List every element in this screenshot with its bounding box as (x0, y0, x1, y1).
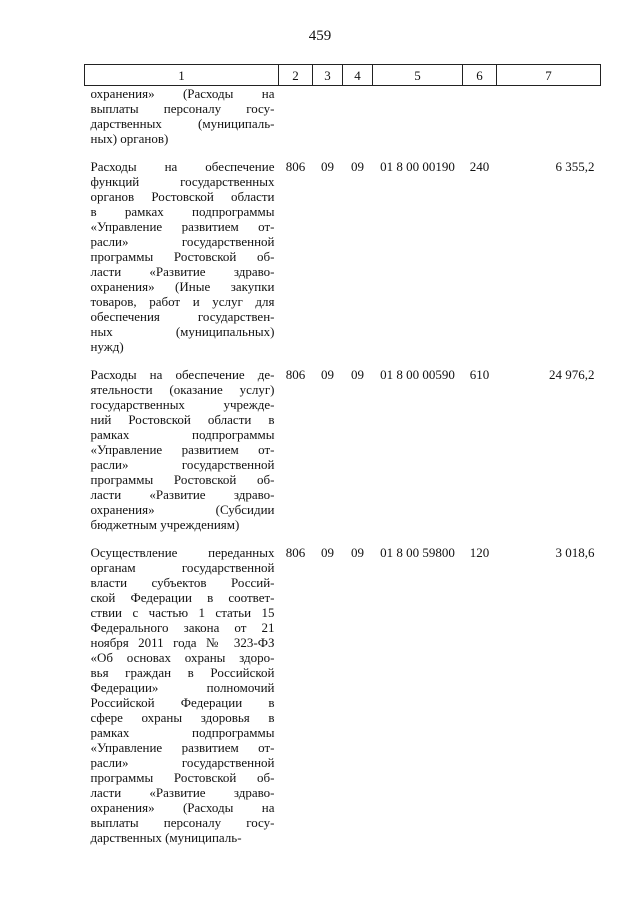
description-line: «Управление развитием от- (90, 740, 275, 755)
description-line: Федерации» полномочий (90, 680, 275, 695)
description-line: ний Ростовской области в (90, 412, 275, 427)
admin-code-cell: 806 (285, 367, 306, 382)
table-row (85, 86, 601, 160)
table-row (85, 159, 601, 367)
description-line: дарственных (муниципаль- (90, 830, 242, 845)
description-line: охранения» (Субсидии (90, 502, 275, 517)
target-article-cell: 01 8 00 00590 (380, 367, 455, 382)
table-row (85, 545, 601, 858)
description-line: программы Ростовской об- (90, 770, 275, 785)
description-line: бюджетным учреждениям) (90, 517, 240, 532)
description-line: выплаты персоналу госу- (90, 815, 275, 830)
description-line: ской Федерации в соответ- (90, 590, 275, 605)
expense-type-cell (463, 86, 497, 160)
description-line: Российской Федерации в (90, 695, 275, 710)
amount-cell: 24 976,2 (549, 367, 595, 382)
expense-type-cell: 610 (469, 367, 490, 382)
admin-code-cell (279, 86, 313, 160)
description-line: «Управление развитием от- (90, 442, 275, 457)
description-line: органам государственной (90, 560, 275, 575)
description-line: расли» государственной (90, 755, 275, 770)
target-article-cell (373, 86, 463, 160)
admin-code-cell: 806 (285, 159, 306, 174)
description-line: расли» государственной (90, 457, 275, 472)
description-line: органов Ростовской области (90, 189, 275, 204)
amount-cell (497, 86, 601, 160)
description-line: ных) органов) (90, 131, 169, 146)
description-line: власти субъектов Россий- (90, 575, 275, 590)
description-line: рамках подпрограммы (90, 427, 275, 442)
description-line: ноября 2011 года № 323-ФЗ (90, 635, 275, 650)
description-line: рамках подпрограммы (90, 725, 275, 740)
admin-code-cell: 806 (285, 545, 306, 560)
description-line: сфере охраны здоровья в (90, 710, 275, 725)
header-col-5: 5 (373, 65, 463, 86)
description-cell (85, 86, 279, 160)
description-line: программы Ростовской об- (90, 472, 275, 487)
description-line: ласти «Развитие здраво- (90, 785, 275, 800)
header-col-6: 6 (463, 65, 497, 86)
header-col-4: 4 (343, 65, 373, 86)
description-line: программы Ростовской об- (90, 249, 275, 264)
description-line: ствии с частью 1 статьи 15 (90, 605, 275, 620)
description-line: «Управление развитием от- (90, 219, 275, 234)
amount-cell: 3 018,6 (555, 545, 595, 560)
description-cell (85, 159, 279, 367)
expense-type-cell: 120 (469, 545, 490, 560)
table-row (85, 367, 601, 545)
description-line: государственных учрежде- (90, 397, 275, 412)
description-line: охранения» (Иные закупки (90, 279, 275, 294)
description-line: ласти «Развитие здраво- (90, 487, 275, 502)
header-col-3: 3 (313, 65, 343, 86)
target-article-cell: 01 8 00 59800 (380, 545, 455, 560)
section-cell: 09 (321, 367, 334, 382)
description-line: охранения» (Расходы на (90, 800, 275, 815)
description-line: в рамках подпрограммы (90, 204, 275, 219)
description-cell (85, 545, 279, 858)
description-line: обеспечения государствен- (90, 309, 275, 324)
page-number: 459 (308, 28, 332, 44)
description-line: расли» государственной (90, 234, 275, 249)
section-cell: 09 (321, 545, 334, 560)
subsection-cell: 09 (351, 367, 364, 382)
description-line: «Об основах охраны здоро- (90, 650, 275, 665)
description-line: выплаты персоналу госу- (90, 101, 275, 116)
expense-type-cell: 240 (469, 159, 490, 174)
subsection-cell: 09 (351, 545, 364, 560)
description-line: товаров, работ и услуг для (90, 294, 275, 309)
description-line: ласти «Развитие здраво- (90, 264, 275, 279)
description-line: Федерального закона от 21 (90, 620, 275, 635)
description-line: вья граждан в Российской (90, 665, 275, 680)
section-cell: 09 (321, 159, 334, 174)
description-line: Расходы на обеспечение (90, 159, 275, 174)
section-cell (313, 86, 343, 160)
table-header-row (85, 65, 601, 86)
target-article-cell: 01 8 00 00190 (380, 159, 455, 174)
header-col-1: 1 (85, 65, 279, 86)
description-line: нужд) (90, 339, 124, 354)
description-line: ных (муниципальных) (90, 324, 275, 339)
table-body (85, 86, 601, 859)
description-cell (85, 367, 279, 545)
header-col-2: 2 (279, 65, 313, 86)
header-col-7: 7 (497, 65, 601, 86)
description-line: ятельности (оказание услуг) (90, 382, 275, 397)
description-line: охранения» (Расходы на (90, 86, 275, 101)
description-line: дарственных (муниципаль- (90, 116, 275, 131)
subsection-cell: 09 (351, 159, 364, 174)
description-line: Расходы на обеспечение де- (90, 367, 275, 382)
amount-cell: 6 355,2 (555, 159, 595, 174)
budget-table (84, 64, 601, 858)
description-line: функций государственных (90, 174, 275, 189)
subsection-cell (343, 86, 373, 160)
description-line: Осуществление переданных (90, 545, 275, 560)
